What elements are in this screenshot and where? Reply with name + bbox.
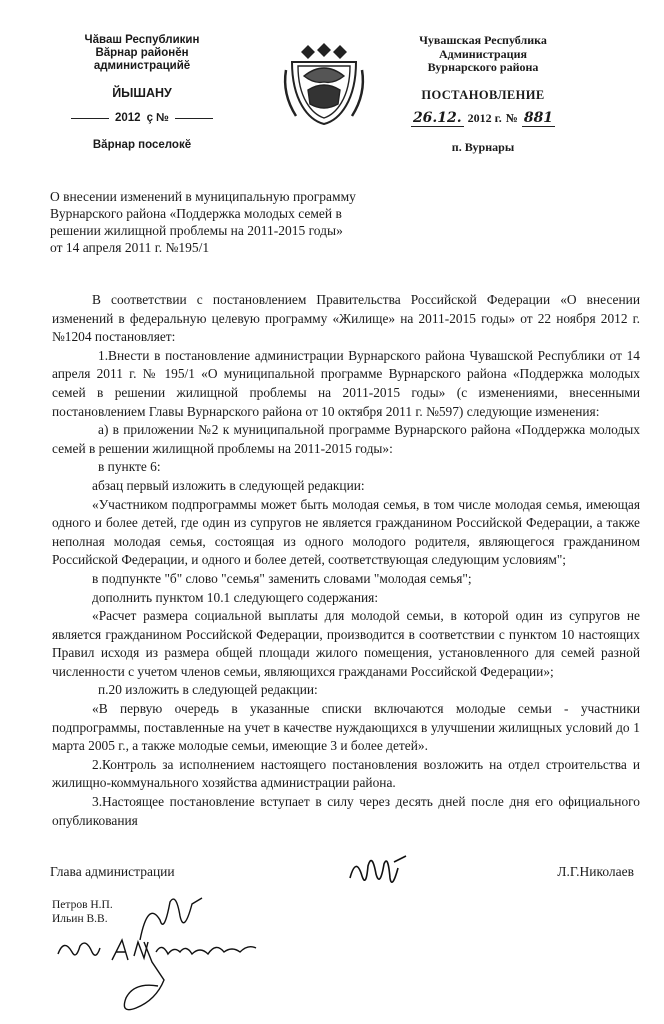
body-paragraph: а) в приложении №2 к муниципальной программе Вурнарского района «Поддержка молодых семей в решении жилищной проблемы на 2011-2015 годы»:	[52, 422, 640, 456]
handwritten-number: 881	[523, 110, 554, 126]
handwritten-date: 26.12.	[412, 110, 462, 126]
subject-line: О внесении изменений в муниципальную программу	[50, 189, 356, 204]
header-right	[398, 34, 568, 154]
approval-signatures	[52, 890, 262, 1020]
body-paragraph: п.20 изложить в следующей редакции:	[98, 682, 318, 698]
head-signature	[346, 848, 410, 896]
chuvash-emblem-icon	[278, 30, 370, 130]
document-body	[52, 291, 640, 830]
header-right-line1: Чувашская Республика	[419, 33, 547, 47]
header-right-dateline	[398, 112, 568, 127]
executor-line: Ильин В.В.	[52, 913, 108, 925]
header-left	[52, 34, 232, 152]
body-paragraph: в пункте 6:	[98, 459, 161, 475]
header-left-year: 2012	[114, 112, 141, 124]
date-blank-line	[71, 118, 109, 119]
header-left-line2: Вăрнар районĕн	[95, 47, 189, 59]
header-left-title: ЙЫШАНУ	[112, 86, 172, 100]
header-left-num-sign: ç №	[146, 112, 169, 124]
header-right-line3: Вурнарского района	[427, 60, 539, 74]
executor-line: Петров Н.П.	[52, 899, 113, 911]
body-paragraph: дополнить пунктом 10.1 следующего содержания:	[92, 589, 379, 605]
body-paragraph: 3.Настоящее постановление вступает в силу через десять дней после дня его официального опубликования	[52, 794, 640, 828]
body-paragraph: «Расчет размера социальной выплаты для молодой семьи, в которой один из супругов не является гражданином Российской Федерации, производится в соответствии с пунктом 10 настоящих Правил исходя из размера общей площади жилого помещения, установленного для семей разной численности с учетом членов семьи, являющихся гражданами Российской Федерации»;	[52, 608, 640, 679]
body-paragraph: «В первую очередь в указанные списки включаются молодые семьи - участники подпрограммы, поставленные на учет в качестве нуждающихся в улучшении жилищных условий до 1 марта 2005 г., а также молодые семьи, имеющие 3 и более детей».	[52, 701, 640, 754]
body-paragraph: абзац первый изложить в следующей редакции:	[92, 477, 365, 493]
subject-line: от 14 апреля 2011 г. №195/1	[50, 240, 210, 255]
header-right-year: 2012 г.	[467, 111, 502, 125]
subject-line: решении жилищной проблемы на 2011-2015 годы»	[50, 223, 343, 238]
subject-line: Вурнарского района «Поддержка молодых семей в	[50, 206, 342, 221]
header-left-dateline	[52, 112, 232, 125]
body-paragraph: в подпункте "б" слово "семья" заменить словами "молодая семья";	[92, 570, 472, 586]
header-right-line2: Администрация	[438, 46, 527, 61]
document-type-title: ПОСТАНОВЛЕНИЕ	[421, 87, 545, 102]
header-left-place: Вăрнар поселокĕ	[92, 139, 192, 151]
number-blank-line	[175, 118, 213, 119]
body-paragraph: 1.Внести в постановление администрации Вурнарского района Чувашской Республики от 14 апреля 2011 г. № 195/1 «О муниципальной программе Вурнарского района «Поддержка молодых семей в решении жилищной проблемы на 2011-2015 годы» (с изменениями, внесенными постановлением Главы Вурнарского района от 10 октября 2011 г. №597) следующие изменения:	[52, 347, 640, 419]
body-paragraph: В соответствии с постановлением Правительства Российской Федерации «О внесении изменений в федеральную целевую программу «Жилище» на 2011-2015 годы» от 22 ноября 2012 г. №1204 постановляет:	[52, 292, 640, 345]
signatory-position: Глава администрации	[50, 864, 175, 879]
header-right-num-sign: №	[505, 111, 518, 125]
header-left-line1: Чăваш Республикин	[84, 34, 200, 46]
signatory-name: Л.Г.Николаев	[557, 864, 634, 879]
header-right-place: п. Вурнары	[451, 139, 515, 154]
document-subject	[50, 188, 410, 256]
body-paragraph: 2.Контроль за исполнением настоящего постановления возложить на отдел строительства и жилищно-коммунального хозяйства администрации района.	[52, 756, 640, 791]
body-paragraph: «Участником подпрограммы может быть молодая семья, в том числе молодая семья, имеющая одного и более детей, где один из супругов не является гражданином Российской Федерации, а также неполная молодая семья, состоящая из одного молодого родителя, являющегося гражданином Российской Федерации, и одного и более детей, соответствующая следующим условиям";	[52, 496, 640, 568]
header-left-line3: администрацийĕ	[93, 60, 191, 72]
